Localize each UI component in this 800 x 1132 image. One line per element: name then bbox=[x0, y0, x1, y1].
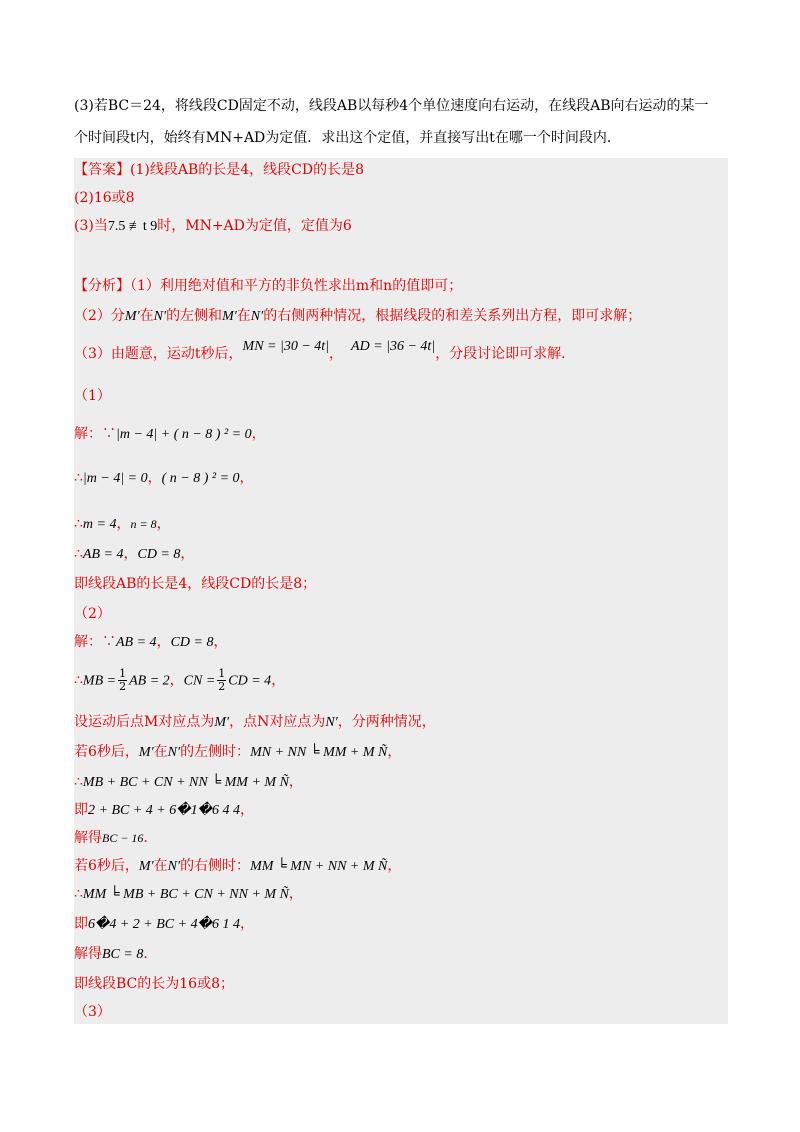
part2-line-5 bbox=[74, 772, 303, 793]
text: ， bbox=[156, 516, 171, 532]
math-equation: n = 8 bbox=[130, 517, 157, 531]
text: ， bbox=[156, 634, 171, 650]
part2-line-8 bbox=[74, 856, 401, 877]
text: ， bbox=[271, 672, 286, 689]
therefore-symbol: ∴ bbox=[74, 470, 83, 486]
part2-line-1 bbox=[74, 632, 227, 653]
math-equation: ( n − 8 ) ² = 0 bbox=[161, 471, 240, 486]
text: ． bbox=[143, 946, 158, 962]
fraction-denominator: 2 bbox=[218, 680, 226, 693]
answer-range-formula: 7.5 ≢t 9 bbox=[107, 219, 158, 234]
text: ， bbox=[239, 802, 254, 818]
part2-conclusion: 即线段BC的长为16或8； bbox=[74, 976, 234, 992]
text: ，分两种情况， bbox=[337, 714, 436, 730]
math-equation: MM ╘ MB + BC + CN + NN + M Ñ bbox=[82, 887, 289, 902]
text: ， bbox=[239, 470, 254, 486]
text: 若6秒后， bbox=[74, 858, 139, 874]
math-text: AB = 2 bbox=[129, 673, 170, 689]
text: 的右侧时： bbox=[180, 858, 251, 874]
math-equation: MM ╘ MN + NN + M Ñ bbox=[250, 859, 388, 874]
math-mn-formula: MN = |30 − 4t| bbox=[242, 339, 330, 354]
math-text: CN = bbox=[183, 673, 216, 689]
part2-line-4 bbox=[74, 742, 401, 763]
part3-label: （3） bbox=[74, 1004, 111, 1020]
math-m-prime: M′ bbox=[138, 859, 154, 874]
therefore-symbol: ∴ bbox=[74, 672, 83, 689]
math-m-prime: M′ bbox=[138, 745, 154, 760]
answer-line-3-pre: (3)当 bbox=[74, 218, 108, 234]
math-equation: MN + NN ╘ MM + M Ñ bbox=[250, 745, 388, 760]
math-n-prime: N′ bbox=[167, 745, 181, 760]
text: ， bbox=[288, 774, 303, 790]
answer-line-3 bbox=[74, 216, 352, 237]
part2-line-6 bbox=[74, 800, 254, 821]
part1-label: （1） bbox=[74, 388, 111, 404]
math-equation: CD = 8 bbox=[170, 635, 214, 650]
text: 解得 bbox=[74, 946, 102, 962]
analysis-text: （2）分 bbox=[74, 308, 125, 324]
fraction-half bbox=[118, 668, 127, 693]
text: 即 bbox=[74, 802, 88, 818]
therefore-symbol: ∴ bbox=[74, 886, 83, 902]
analysis-line-2 bbox=[74, 306, 641, 327]
math-equation: 2 + BC + 4 + 6�1�6 4 4 bbox=[88, 803, 240, 818]
analysis-text: （3）由题意，运动t秒后， bbox=[74, 346, 243, 362]
math-m-prime: M′ bbox=[222, 309, 237, 324]
answer-line-3-post: 时，MN+AD为定值，定值为6 bbox=[157, 218, 352, 234]
text: ， bbox=[116, 516, 131, 532]
question-line-2: 个时间段t内，始终有MN+AD为定值．求出这个定值，并直接写出t在哪一个时间段内． bbox=[74, 130, 621, 146]
analysis-text: 的右侧两种情况，根据线段的和差关系列出方程，即可求解； bbox=[263, 308, 642, 324]
text: ， bbox=[387, 858, 402, 874]
fraction-numerator: 1 bbox=[119, 667, 127, 680]
math-n-prime: N′ bbox=[250, 309, 264, 324]
part2-line-3 bbox=[74, 712, 436, 733]
analysis-line-1: 【分析】（1）利用绝对值和平方的非负性求出m和n的值即可； bbox=[74, 278, 463, 294]
text: ， bbox=[147, 470, 162, 486]
part1-line-3 bbox=[74, 514, 171, 535]
text: ． bbox=[143, 830, 158, 846]
text: ， bbox=[251, 426, 266, 442]
text: ， bbox=[169, 672, 184, 689]
part2-line-9 bbox=[74, 884, 303, 905]
analysis-text: 在 bbox=[139, 308, 154, 324]
analysis-text: 在 bbox=[236, 308, 251, 324]
text: ， bbox=[213, 634, 228, 650]
math-m-prime: M′ bbox=[214, 715, 230, 730]
analysis-text: ，分段讨论即可求解． bbox=[435, 346, 576, 362]
text: 设运动后点M对应点为 bbox=[74, 714, 215, 730]
part2-line-7 bbox=[74, 828, 157, 848]
fraction-numerator: 1 bbox=[218, 667, 226, 680]
part1-line-2 bbox=[74, 468, 254, 489]
text: ， bbox=[239, 916, 254, 932]
text: 在 bbox=[153, 858, 168, 874]
math-equation: |m − 4| + ( n − 8 ) ² = 0 bbox=[116, 427, 252, 442]
math-n-prime: N′ bbox=[167, 859, 181, 874]
text: ， bbox=[387, 744, 402, 760]
part1-line-1 bbox=[74, 424, 266, 445]
text: ， bbox=[288, 886, 303, 902]
text: 的左侧时： bbox=[180, 744, 251, 760]
math-equation: AB = 4 bbox=[116, 635, 157, 650]
part2-label: （2） bbox=[74, 606, 111, 622]
question-line-1: (3)若BC＝24，将线段CD固定不动，线段AB以每秒4个单位速度向右运动，在线段AB向右运动的某一 bbox=[74, 98, 709, 114]
math-equation: BC − 16 bbox=[102, 831, 144, 845]
analysis-text: ， bbox=[329, 346, 344, 362]
text: ，点N对应点为 bbox=[229, 714, 326, 730]
fraction-denominator: 2 bbox=[119, 680, 127, 693]
fraction-half bbox=[217, 668, 226, 693]
math-n-prime: N′ bbox=[153, 309, 167, 324]
part1-conclusion: 即线段AB的长是4，线段CD的长是8； bbox=[74, 576, 317, 592]
math-n-prime: N′ bbox=[325, 715, 338, 730]
part2-line-10 bbox=[74, 914, 254, 935]
math-equation: 6�4 + 2 + BC + 4�6 1 4 bbox=[88, 917, 240, 932]
math-equation: CD = 8 bbox=[137, 547, 181, 562]
analysis-text: 的左侧和 bbox=[166, 308, 223, 324]
math-equation: MB + BC + CN + NN ╘ MM + M Ñ bbox=[82, 775, 289, 790]
therefore-symbol: ∴ bbox=[74, 546, 83, 562]
math-ad-formula: AD = |36 − 4t| bbox=[351, 339, 436, 354]
therefore-symbol: ∴ bbox=[74, 774, 83, 790]
text: 即 bbox=[74, 916, 88, 932]
part2-line-2 bbox=[74, 668, 285, 693]
answer-line-2: (2)16或8 bbox=[74, 190, 135, 206]
text: 若6秒后， bbox=[74, 744, 139, 760]
analysis-line-3 bbox=[74, 339, 576, 365]
text: 解：∵ bbox=[74, 634, 116, 650]
math-equation: |m − 4| = 0 bbox=[82, 471, 148, 486]
math-text: MB = bbox=[82, 673, 117, 689]
math-equation: m = 4 bbox=[82, 517, 117, 532]
text: ， bbox=[180, 546, 195, 562]
math-equation: AB = 4 bbox=[82, 547, 124, 562]
math-equation: BC = 8 bbox=[102, 947, 144, 962]
therefore-symbol: ∴ bbox=[74, 516, 83, 532]
part1-line-4 bbox=[74, 544, 194, 565]
text: 在 bbox=[153, 744, 168, 760]
math-text: CD = 4 bbox=[228, 673, 272, 689]
part2-line-11 bbox=[74, 944, 157, 965]
answer-line-1: 【答案】(1)线段AB的长是4，线段CD的长是8 bbox=[74, 162, 364, 178]
text: 解：∵ bbox=[74, 426, 116, 442]
math-m-prime: M′ bbox=[124, 309, 140, 324]
text: 解得 bbox=[74, 830, 102, 846]
text: ， bbox=[123, 546, 138, 562]
